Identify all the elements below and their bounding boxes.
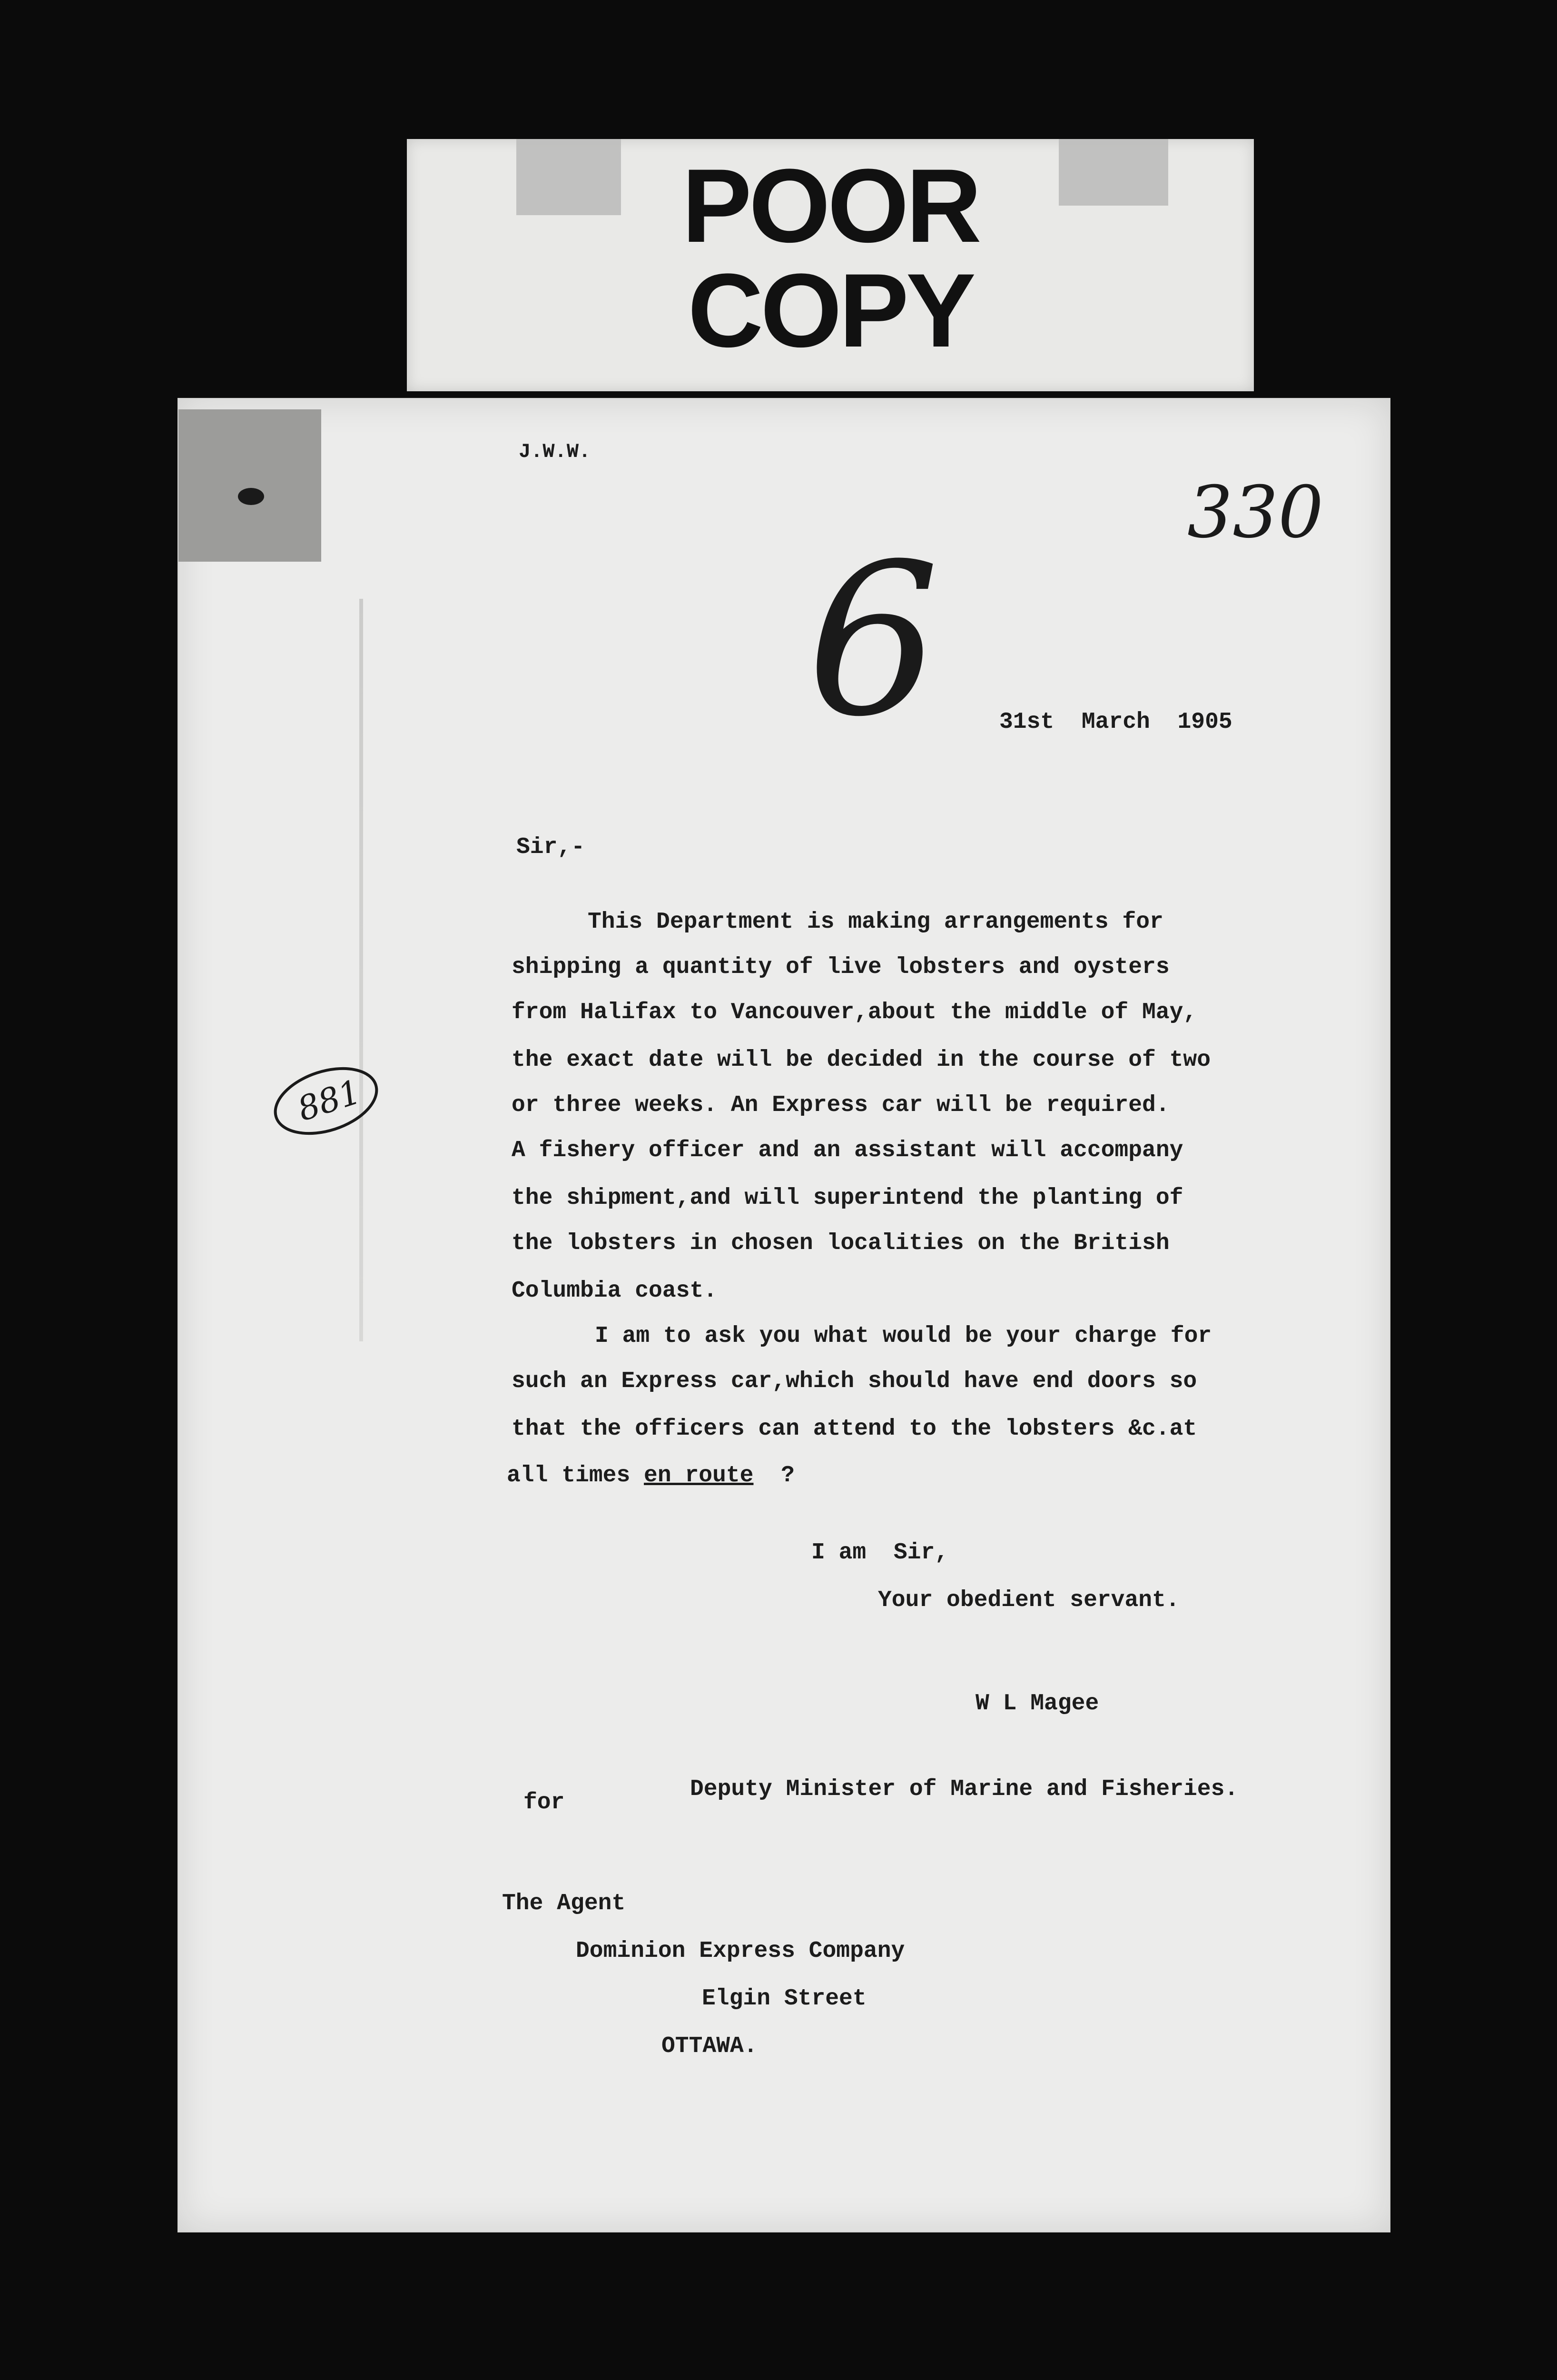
body-line: the exact date will be decided in the course of two: [512, 1047, 1211, 1073]
body-line: from Halifax to Vancouver,about the middle of May,: [512, 1000, 1197, 1025]
signature: W L Magee: [976, 1691, 1099, 1716]
circled-handwritten-mark: [264, 1058, 388, 1144]
body-line: shipping a quantity of live lobsters and oysters: [512, 954, 1170, 980]
body-line: such an Express car,which should have end doors so: [512, 1368, 1197, 1394]
body-line: or three weeks. An Express car will be required.: [512, 1092, 1170, 1118]
closing-line: I am Sir,: [811, 1540, 949, 1566]
address-line: Elgin Street: [702, 1986, 867, 2012]
closing-line: Your obedient servant.: [878, 1587, 1180, 1613]
body-line: that the officers can attend to the lobsters &c.at: [512, 1416, 1197, 1442]
body-line: I am to ask you what would be your charge for: [595, 1323, 1212, 1349]
salutation: Sir,-: [516, 834, 585, 860]
body-text: all times: [507, 1463, 644, 1488]
body-line: the lobsters in chosen localities on the British: [512, 1230, 1170, 1256]
punch-hole: [238, 488, 264, 505]
initials: J.W.W.: [519, 440, 591, 463]
body-line: the shipment,and will superintend the planting of: [512, 1185, 1183, 1211]
svg-text:330: 330: [1187, 471, 1324, 554]
for-label: for: [523, 1790, 565, 1815]
handwritten-page-number: [1183, 466, 1344, 561]
handwritten-item-number: [797, 513, 968, 742]
letter-sheet: [178, 399, 1389, 2231]
body-line: Columbia coast.: [512, 1278, 718, 1304]
svg-text:6: 6: [807, 519, 940, 742]
paper-fold-line: [359, 599, 363, 1341]
body-text: ?: [753, 1463, 795, 1488]
body-line: This Department is making arrangements for: [588, 909, 1163, 935]
body-line: A fishery officer and an assistant will accompany: [512, 1138, 1183, 1163]
address-line: OTTAWA.: [661, 2033, 758, 2059]
corner-tape: [178, 409, 321, 562]
poor-copy-label: [407, 139, 1254, 391]
body-line: [507, 1464, 795, 1487]
poor-copy-word-1: POOR: [682, 147, 979, 264]
address-line: Dominion Express Company: [576, 1938, 905, 1964]
underlined-phrase: en route: [644, 1463, 754, 1488]
signatory-title: Deputy Minister of Marine and Fisheries.: [690, 1776, 1239, 1802]
poor-copy-word-2: COPY: [688, 252, 973, 369]
letter-date: 31st March 1905: [999, 709, 1232, 735]
svg-text:881: 881: [293, 1072, 365, 1129]
address-line: The Agent: [502, 1891, 626, 1916]
